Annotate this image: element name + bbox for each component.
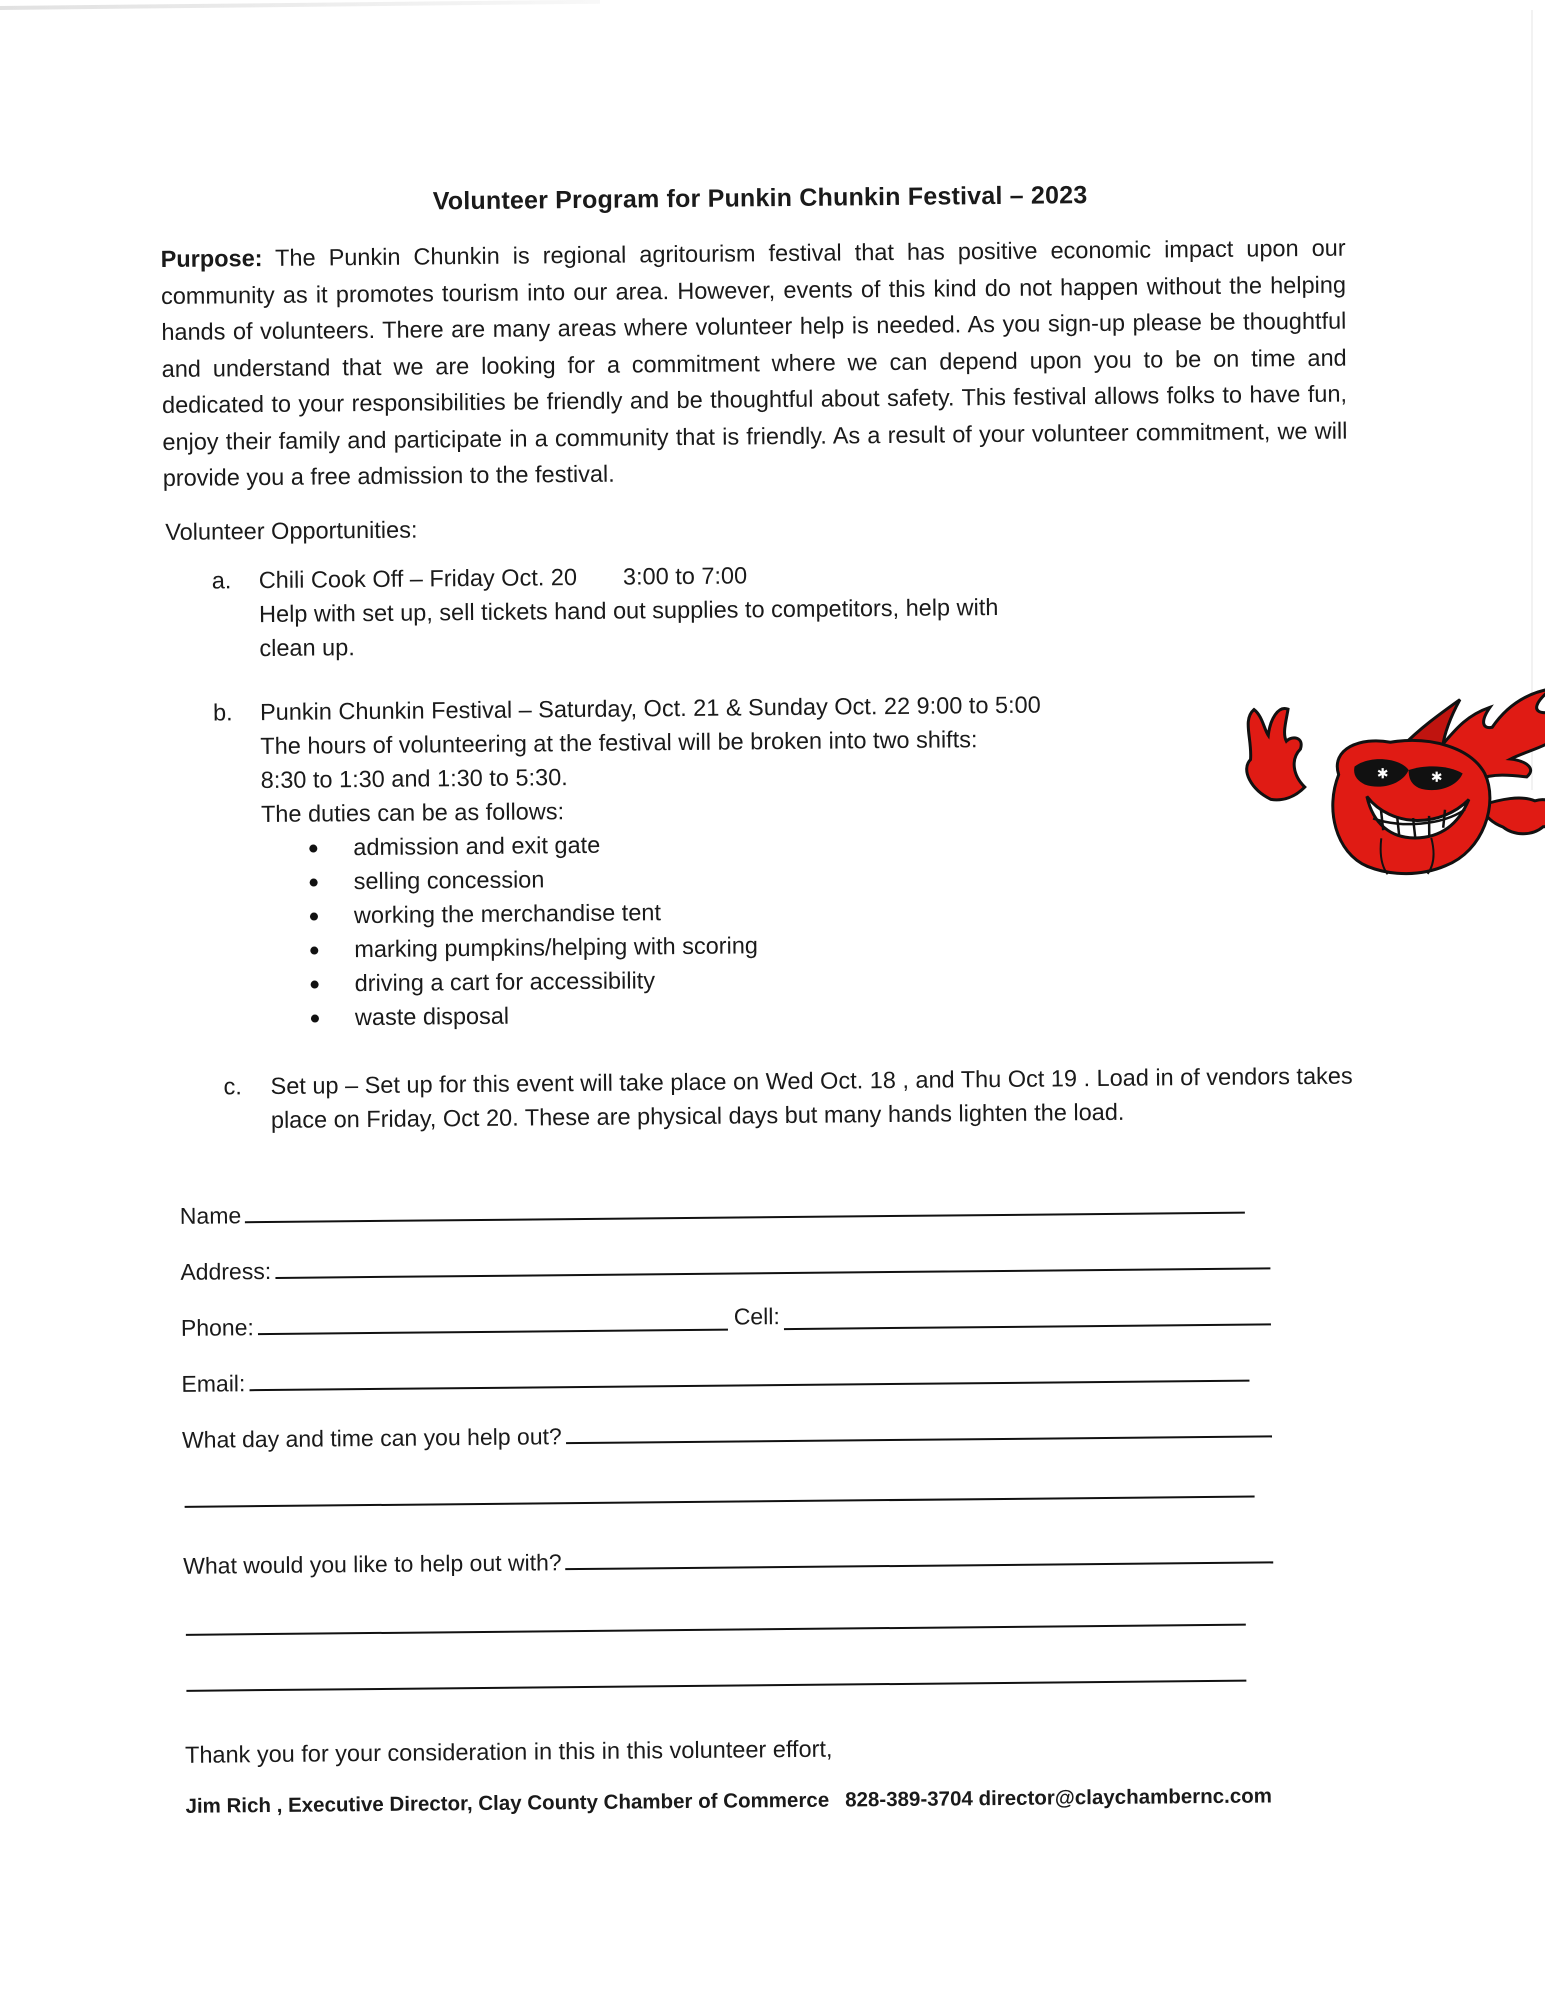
opportunity-festival xyxy=(165,684,1368,1036)
signature-name-title: Jim Rich , Executive Director, Clay County Chamber of Commerce xyxy=(185,1788,830,1818)
bullet-icon xyxy=(311,980,319,988)
address-label: Address: xyxy=(180,1257,272,1285)
purpose-text: The Punkin Chunkin is regional agritourism festival that has positive economic impact upon our community as it promotes tourism into our area. However, events of this kind do not happen without the helping hands of volunteers. There are many areas where volunteer help is needed. As you sign-up please be thoughtful and understand that we are looking for a commitment where we can depend upon you to be on time and dedicated to your responsibilities be friendly and be thoughtful about safety. This festival allows folks to have fun, enjoy their family and participate in a community that is friendly. As a result of your volunteer commitment, we will provide you a free admission to the festival. xyxy=(160,234,1348,491)
bullet-icon xyxy=(310,878,318,886)
email-row xyxy=(171,1331,1271,1398)
svg-text:✱: ✱ xyxy=(1376,766,1389,783)
duty-label: driving a cart for accessibility xyxy=(354,966,656,996)
cell-field[interactable] xyxy=(784,1322,1271,1330)
help-with-label: What would you like to help out with? xyxy=(183,1548,562,1579)
list-marker: c. xyxy=(223,1072,243,1099)
list-marker: b. xyxy=(212,698,233,726)
phone-field[interactable] xyxy=(258,1327,728,1335)
help-with-continuation-row-1 xyxy=(173,1568,1374,1642)
scan-artifact-edge xyxy=(1531,10,1533,790)
help-with-continuation-row-2 xyxy=(174,1630,1374,1698)
phone-label: Phone: xyxy=(180,1313,254,1341)
bullet-icon xyxy=(311,1014,319,1022)
opportunity-heading: Chili Cook Off – Friday Oct. 20 xyxy=(258,563,578,593)
scan-artifact-streak xyxy=(0,0,600,10)
address-row xyxy=(170,1219,1270,1286)
duties-list xyxy=(261,820,1368,1035)
bullet-icon xyxy=(310,912,318,920)
day-time-row xyxy=(172,1387,1272,1454)
help-with-row xyxy=(173,1503,1274,1580)
shifts-times: 8:30 to 1:30 and 1:30 to 5:30. xyxy=(260,763,568,793)
duties-intro: The duties can be as follows: xyxy=(260,797,565,827)
duty-label: working the merchandise tent xyxy=(353,898,662,928)
duty-label: waste disposal xyxy=(354,1002,510,1030)
list-marker: a. xyxy=(211,566,232,594)
svg-text:✱: ✱ xyxy=(1430,769,1443,786)
opportunity-chili-cook-off xyxy=(164,552,1365,666)
signup-form xyxy=(169,1162,1374,1697)
signature-email[interactable]: director@claychambernc.com xyxy=(978,1783,1273,1810)
purpose-label: Purpose: xyxy=(160,245,263,272)
page-title: Volunteer Program for Punkin Chunkin Festival – 2023 xyxy=(432,181,1088,216)
opportunity-heading: Punkin Chunkin Festival – Saturday, Oct. 21 & Sunday Oct. 22 9:00 to 5:00 xyxy=(259,691,1041,725)
bullet-icon xyxy=(309,844,317,852)
email-label: Email: xyxy=(181,1369,246,1397)
opportunity-description: Help with set up, sell tickets hand out supplies to competitors, help with clean up. xyxy=(258,593,999,661)
opportunity-time: 3:00 to 7:00 xyxy=(622,561,748,590)
duty-label: selling concession xyxy=(353,865,545,894)
opportunity-setup xyxy=(168,1058,1369,1138)
help-with-field[interactable] xyxy=(566,1560,1274,1570)
purpose-paragraph xyxy=(160,230,1347,497)
opportunity-heading-line xyxy=(259,552,1364,597)
phone-row xyxy=(171,1275,1271,1342)
help-with-field-line-3[interactable] xyxy=(186,1678,1246,1691)
opportunities-heading: Volunteer Opportunities: xyxy=(165,516,418,545)
opportunity-description: Set up – Set up for this event will take place on Wed Oct. 18 , and Thu Oct 19 . Load in of vendors takes place on Friday, Oct 20. These are physical days but many hands lighten the load. xyxy=(270,1062,1353,1133)
day-time-label: What day and time can you help out? xyxy=(181,1422,562,1453)
flaming-pumpkin-logo-icon xyxy=(1230,676,1545,879)
cell-label: Cell: xyxy=(733,1302,780,1330)
document-page xyxy=(160,178,1443,1818)
shifts-intro: The hours of volunteering at the festival will be broken into two shifts: xyxy=(260,725,978,759)
bullet-icon xyxy=(310,946,318,954)
name-row xyxy=(169,1163,1269,1230)
closing-text: Thank you for your consideration in this in this volunteer effort, xyxy=(184,1735,833,1768)
name-label: Name xyxy=(179,1201,242,1229)
signature-phone: 828-389-3704 xyxy=(845,1786,973,1811)
signature-line xyxy=(185,1783,1375,1818)
day-time-field[interactable] xyxy=(566,1434,1272,1444)
duty-label: admission and exit gate xyxy=(353,831,601,860)
duty-label: marking pumpkins/helping with scoring xyxy=(354,931,759,962)
